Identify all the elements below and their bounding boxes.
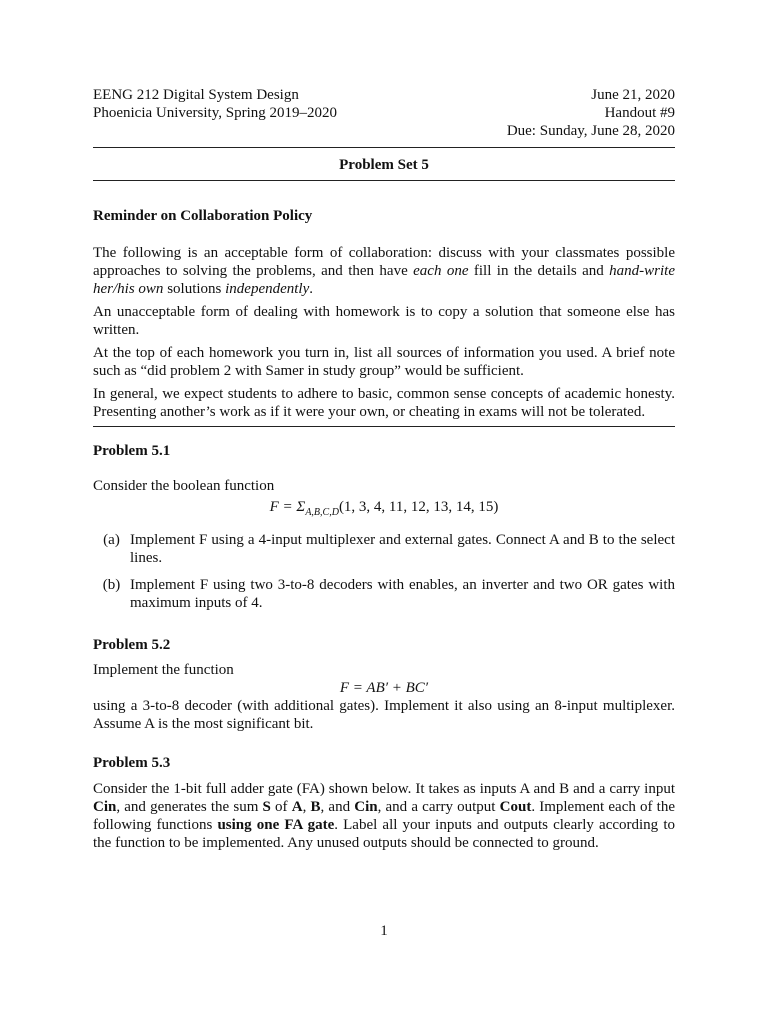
handout-date: June 21, 2020 bbox=[591, 87, 675, 103]
header-right bbox=[507, 86, 675, 140]
handout-number: Handout #9 bbox=[604, 105, 675, 121]
collab-paragraph-2: An unacceptable form of dealing with homework is to copy a solution that someone else has written. bbox=[93, 304, 675, 338]
collab-heading: Reminder on Collaboration Policy bbox=[93, 208, 313, 224]
problem-5-1-parts bbox=[93, 531, 675, 612]
section-rule bbox=[93, 426, 675, 427]
problem-5-2-heading: Problem 5.2 bbox=[93, 637, 171, 653]
list-item: (a) Implement F using a 4-input multiplexer and external gates. Connect A and B to the select lines. bbox=[103, 532, 675, 566]
page-title: Problem Set 5 bbox=[339, 157, 429, 173]
course-name: EENG 212 Digital System Design bbox=[93, 87, 299, 103]
header-left bbox=[93, 86, 337, 140]
header bbox=[93, 86, 675, 140]
due-date: Due: Sunday, June 28, 2020 bbox=[506, 123, 675, 139]
problem-5-1-equation: $F = \Sigma_{A,B,C,D}(1$, 3, 4, 11, 12, 13, 14, 15) bbox=[269, 499, 499, 518]
collab-paragraph-4: In general, we expect students to adhere to basic, common sense concepts of academic honesty. Presenting another’s work as if it were your own, or cheating in exams will not be tolerated. bbox=[93, 386, 675, 420]
page-number: 1 bbox=[380, 923, 388, 939]
problem-5-1-intro: Consider the boolean function bbox=[93, 478, 275, 494]
problem-5-3-heading: Problem 5.3 bbox=[93, 755, 171, 771]
title-rule bbox=[93, 180, 675, 181]
list-item: (b) Implement F using two 3-to-8 decoders with enables, an inverter and two OR gates with maximum inputs of 4. bbox=[102, 577, 675, 611]
problem-5-1-heading: Problem 5.1 bbox=[93, 443, 171, 459]
university-term: Phoenicia University, Spring 2019–2020 bbox=[93, 105, 338, 121]
collab-paragraph-1: The following is an acceptable form of collaboration: discuss with your classmates possible approaches to solving the problems, and then have each one fill in the details and hand-write her/his own solutions independently. bbox=[93, 245, 675, 297]
document-page bbox=[93, 86, 675, 852]
problem-5-2-intro: Implement the function bbox=[93, 662, 234, 678]
problem-5-3-text: Consider the 1-bit full adder gate (FA) shown below. It takes as inputs A and B and a carry input Cin, and generates the sum S of A, B, and Cin, and a carry output Cout. Implement each of the following functions using one FA gate. Label all your inputs and outputs clearly according to the function to be implemented. Any unused outputs should be connected to ground. bbox=[93, 781, 675, 851]
problem-5-2-text: using a 3-to-8 decoder (with additional gates). Implement it also using an 8-input multiplexer. Assume A is the most significant bit. bbox=[93, 698, 675, 732]
problem-5-2-equation: F = AB′ + BC′ bbox=[339, 680, 429, 696]
collab-paragraph-3: At the top of each homework you turn in, list all sources of information you used. A brief note such as “did problem 2 with Samer in study group” would be sufficient. bbox=[93, 345, 675, 379]
